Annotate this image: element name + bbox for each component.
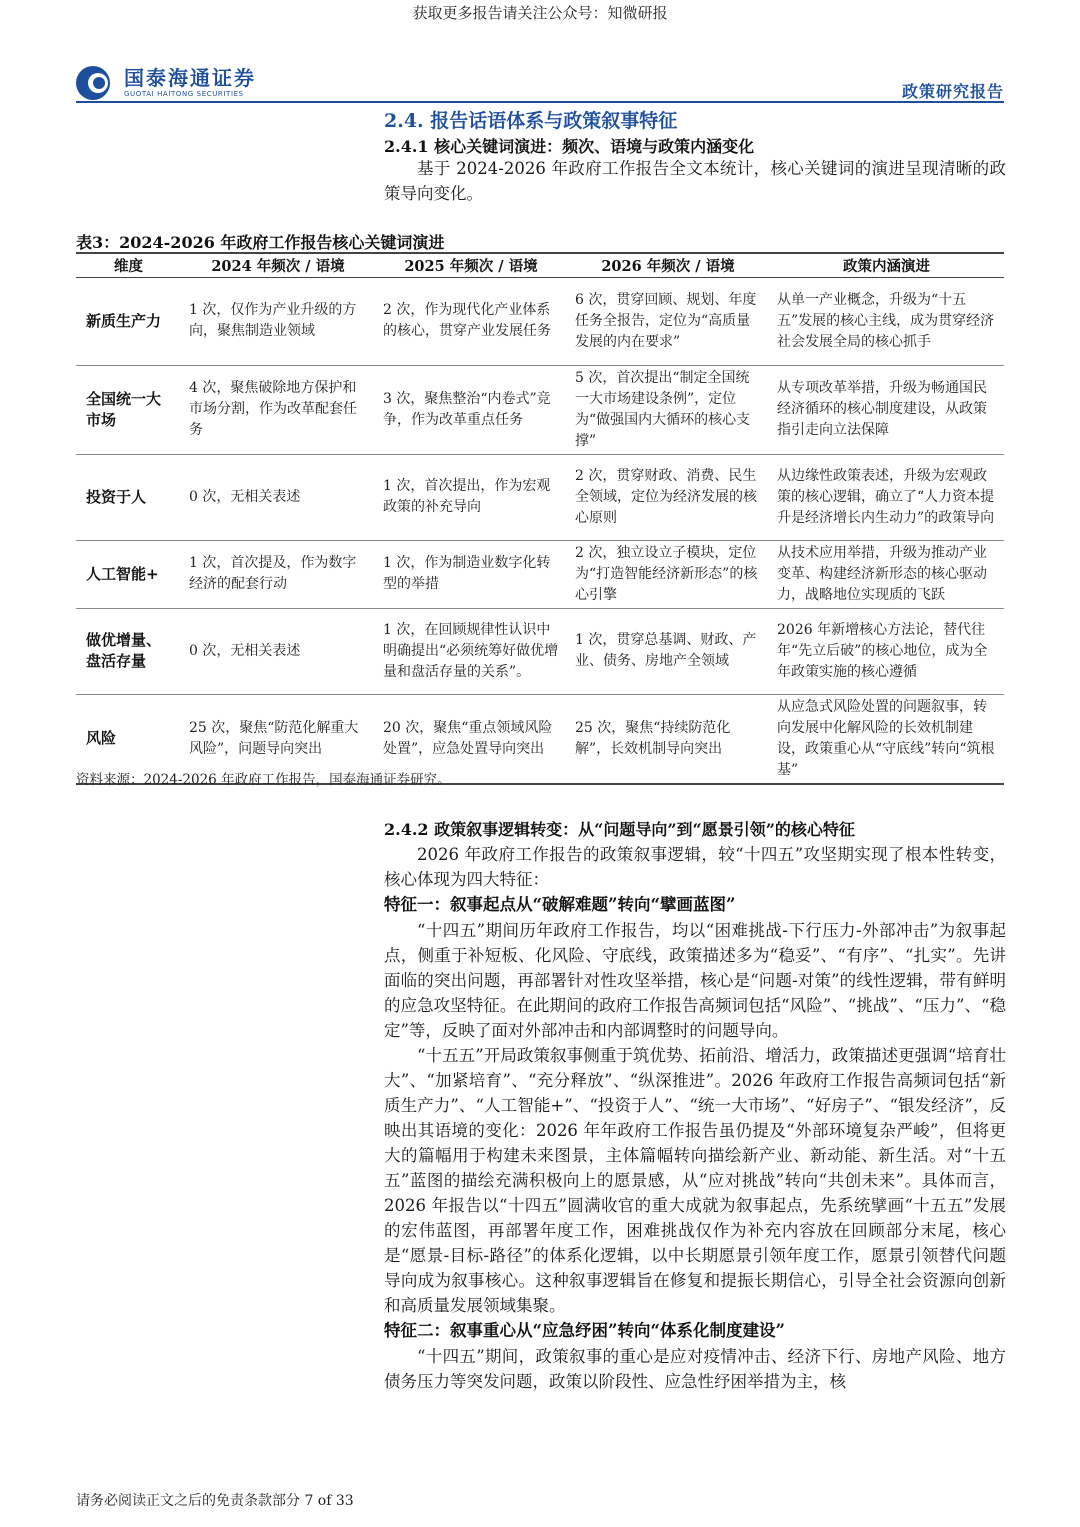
cell-evolution: 2026 年新增核心方法论，替代往年“先立后破”的核心地位，成为全年政策实施的核心遵循 [769, 608, 1004, 694]
cell-2025: 1 次，作为制造业数字化转型的举措 [375, 540, 567, 608]
col-header-dimension: 维度 [114, 257, 143, 275]
cell-dimension: 做优增量、盘活存量 [76, 608, 181, 694]
header-divider [76, 101, 1004, 103]
feature-one-paragraph-2: “十五五”开局政策叙事侧重于筑优势、拓前沿、增活力，政策描述更强调“培育壮大”、“加紧培育”、“充分释放”、“纵深推进”。2026 年政府工作报告高频词包括“新质生产力”、“人工智能+”、“投资于人”、“统一大市场”、“好房子”、“银发经济”，反映出其语境的变化：2026 年年政府工作报告虽仍提及“外部环境复杂严峻”，但将更大的篇幅用于构建未来图景，主体篇幅转向描绘新产业、新动能、新生活。对“十五五”蓝图的描绘充满积极向上的愿景感，从“应对挑战”转向“共创未来”。具体而言，2026 年报告以“十四五”圆满收官的重大成就为叙事起点，先系统擘画“十五五”发展的宏伟蓝图，再部署年度工作，困难挑战仅作为补充内容放在回顾部分末尾，核心是“愿景-目标-路径”的体系化逻辑，以中长期愿景引领年度工作，愿景引领替代问题导向成为叙事核心。这种叙事逻辑旨在修复和提振长期信心，引导全社会资源向创新和高质量发展领域集聚。 [384, 1046, 1006, 1315]
table-row [76, 365, 1004, 454]
subsection-title-narrative: 2.4.2 政策叙事逻辑转变：从“问题导向”到“愿景引领”的核心特征 [384, 820, 855, 839]
col-header-2026: 2026 年频次 / 语境 [601, 257, 735, 275]
cell-2024: 25 次，聚焦“防范化解重大风险”，问题导向突出 [181, 694, 375, 784]
cell-dimension: 全国统一大市场 [76, 365, 181, 454]
cell-evolution: 从技术应用举措，升级为推动产业变革、构建经济新形态的核心驱动力，战略地位实现质的飞跃 [769, 540, 1004, 608]
table-row [76, 277, 1004, 365]
cell-2026: 25 次，聚焦“持续防范化解”，长效机制导向突出 [567, 694, 769, 784]
cell-evolution: 从单一产业概念，升级为“十五五”发展的核心主线，成为贯穿经济社会发展全局的核心抓手 [769, 277, 1004, 365]
table-title: 表3：2024-2026 年政府工作报告核心关键词演进 [76, 233, 445, 252]
cell-2024: 1 次，仅作为产业升级的方向，聚焦制造业领域 [181, 277, 375, 365]
cell-evolution: 从专项改革举措，升级为畅通国民经济循环的核心制度建设，从政策指引走向立法保障 [769, 365, 1004, 454]
cell-evolution: 从边缘性政策表述，升级为宏观政策的核心逻辑，确立了“人力资本提升是经济增长内生动力”的政策导向 [769, 454, 1004, 540]
col-header-2025: 2025 年频次 / 语境 [404, 257, 538, 275]
cell-dimension: 风险 [76, 694, 181, 784]
cell-2024: 1 次，首次提及，作为数字经济的配套行动 [181, 540, 375, 608]
cell-dimension: 新质生产力 [76, 277, 181, 365]
cell-2025: 2 次，作为现代化产业体系的核心，贯穿产业发展任务 [375, 277, 567, 365]
cell-2025: 1 次，在回顾规律性认识中明确提出“必须统筹好做优增量和盘活存量的关系”。 [375, 608, 567, 694]
table-row [76, 608, 1004, 694]
feature-two-heading: 特征二：叙事重心从“应急纾困”转向“体系化制度建设” [384, 1321, 785, 1340]
narrative-intro-paragraph: 2026 年政府工作报告的政策叙事逻辑，较“十四五”攻坚期实现了根本性转变，核心体现为四大特征： [384, 845, 1006, 889]
cell-2025: 3 次，聚焦整治“内卷式”竞争，作为改革重点任务 [375, 365, 567, 454]
col-header-evolution: 政策内涵演进 [843, 257, 930, 275]
cell-2026: 1 次，贯穿总基调、财政、产业、债务、房地产全领域 [567, 608, 769, 694]
feature-one-heading: 特征一：叙事起点从“破解难题”转向“擘画蓝图” [384, 895, 736, 914]
cell-2026: 2 次，独立设立子模块，定位为“打造智能经济新形态”的核心引擎 [567, 540, 769, 608]
col-header-2024: 2024 年频次 / 语境 [211, 257, 345, 275]
table-source-note: 资料来源：2024-2026 年政府工作报告，国泰海通证券研究。 [76, 772, 451, 788]
keyword-evolution-table [76, 252, 1004, 785]
company-logo [76, 66, 256, 100]
logo-english-name: GUOTAI HAITONG SECURITIES [124, 90, 244, 98]
table-row [76, 540, 1004, 608]
report-type: 政策研究报告 [901, 82, 1004, 101]
section-title: 2.4. 报告话语体系与政策叙事特征 [384, 110, 678, 132]
feature-one-paragraph-1: “十四五”期间历年政府工作报告，均以“困难挑战-下行压力-外部冲击”为叙事起点，侧重于补短板、化风险、守底线，政策描述多为“稳妥”、“有序”、“扎实”。先讲面临的突出问题，再部署针对性攻坚举措，核心是“问题-对策”的线性逻辑，带有鲜明的应急攻坚特征。在此期间的政府工作报告高频词包括“风险”、“挑战”、“压力”、“稳定”等，反映了面对外部冲击和内部调整时的问题导向。 [384, 921, 1006, 1040]
cell-dimension: 人工智能+ [76, 540, 181, 608]
cell-2025: 20 次，聚焦“重点领域风险处置”，应急处置导向突出 [375, 694, 567, 784]
feature-two-paragraph-1: “十四五”期间，政策叙事的重心是应对疫情冲击、经济下行、房地产风险、地方债务压力等突发问题，政策以阶段性、应急性纾困举措为主，核 [384, 1347, 1006, 1391]
cell-2024: 0 次，无相关表述 [181, 454, 375, 540]
table-row [76, 454, 1004, 540]
cell-2024: 4 次，聚焦破除地方保护和市场分割，作为改革配套任务 [181, 365, 375, 454]
table-header-row [76, 253, 1004, 277]
cell-evolution: 从应急式风险处置的问题叙事，转向发展中化解风险的长效机制建设，政策重心从“守底线”转向“筑根基” [769, 694, 1004, 784]
top-note: 获取更多报告请关注公众号：知微研报 [412, 4, 668, 22]
cell-2026: 5 次，首次提出“制定全国统一大市场建设条例”，定位为“做强国内大循环的核心支撑” [567, 365, 769, 454]
cell-2026: 2 次，贯穿财政、消费、民生全领域，定位为经济发展的核心原则 [567, 454, 769, 540]
subsection-title-keywords: 2.4.1 核心关键词演进：频次、语境与政策内涵变化 [384, 137, 755, 156]
logo-emblem-icon [76, 66, 118, 100]
logo-chinese-name: 国泰海通证券 [124, 66, 256, 90]
cell-dimension: 投资于人 [76, 454, 181, 540]
narrative-section [384, 818, 1006, 1394]
cell-2024: 0 次，无相关表述 [181, 608, 375, 694]
cell-2025: 1 次，首次提出，作为宏观政策的补充导向 [375, 454, 567, 540]
cell-2026: 6 次，贯穿回顾、规划、年度任务全报告，定位为“高质量发展的内在要求” [567, 277, 769, 365]
intro-paragraph: 基于 2024-2026 年政府工作报告全文本统计，核心关键词的演进呈现清晰的政策导向变化。 [384, 159, 1006, 203]
page-footer: 请务必阅读正文之后的免责条款部分 7 of 33 [76, 1493, 354, 1509]
